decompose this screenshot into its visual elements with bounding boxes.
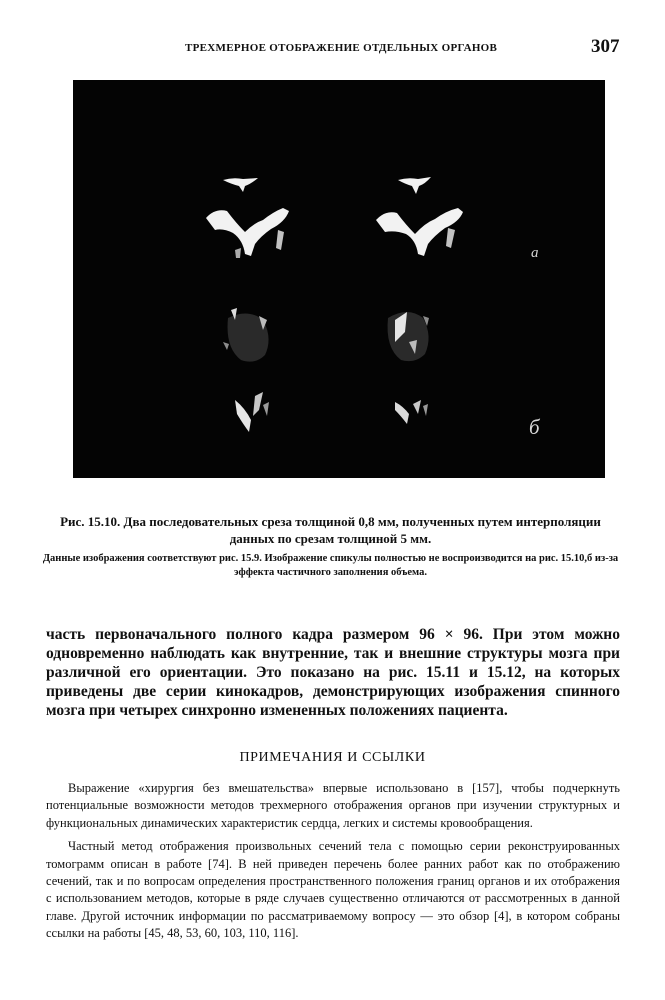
ct-slices-image <box>73 80 605 478</box>
figure-label-b: б <box>529 415 540 439</box>
figure-label-a: а <box>531 245 539 261</box>
slice-b-right <box>388 312 429 424</box>
page-number: 307 <box>591 36 620 57</box>
slice-a-right <box>376 177 463 256</box>
ct-slice-figure <box>73 80 605 478</box>
notes-section <box>46 780 620 949</box>
figure-caption: Рис. 15.10. Два последовательных среза толщиной 0,8 мм, полученных путем интерполяции данных по срезам толщиной 5 мм. <box>60 514 601 546</box>
slice-b-left <box>223 308 269 432</box>
slice-a-left <box>206 178 289 258</box>
running-title: ТРЕХМЕРНОЕ ОТОБРАЖЕНИЕ ОТДЕЛЬНЫХ ОРГАНОВ <box>185 42 498 54</box>
notes-paragraph-2: Частный метод отображения произвольных сечений тела с помощью серии реконструированных томограмм описан в работе [74]. В ней приведен перечень более ранних работ как по отображению сечений, так и по вопросам определения пространственного положения границ органов и их отображения с использованием методов, которые в ряде случаев существенно отличаются от рассмотренных в данной главе. Другой источник информации по рассматриваемому вопросу — это обзор [4], в котором собраны ссылки на работы [45, 48, 53, 60, 103, 110, 116]. <box>46 839 620 941</box>
body-paragraph: часть первоначального полного кадра размером 96 × 96. При этом можно одновременно наблюдать как внутренние, так и внешние структуры мозга при различной его ориентации. Это показано на рис. 15.11 и 15.12, на которых приведены две серии кинокадров, демонстрирующих изображения спинного мозга при четырех синхронно измененных положениях пациента. <box>46 626 620 719</box>
section-heading: ПРИМЕЧАНИЯ И ССЫЛКИ <box>239 750 426 765</box>
figure-caption-note: Данные изображения соответствуют рис. 15.9. Изображение спикулы полностью не воспроизводится на рис. 15.10,б из-за эффекта частичного заполнения объема. <box>42 553 619 578</box>
notes-paragraph-1: Выражение «хирургия без вмешательства» впервые использовано в [157], чтобы подчеркнуть потенциальные возможности методов трехмерного отображения органов при изучении структурных и функциональных динамических характеристик сердца, легких и системы кровообращения. <box>46 781 620 830</box>
